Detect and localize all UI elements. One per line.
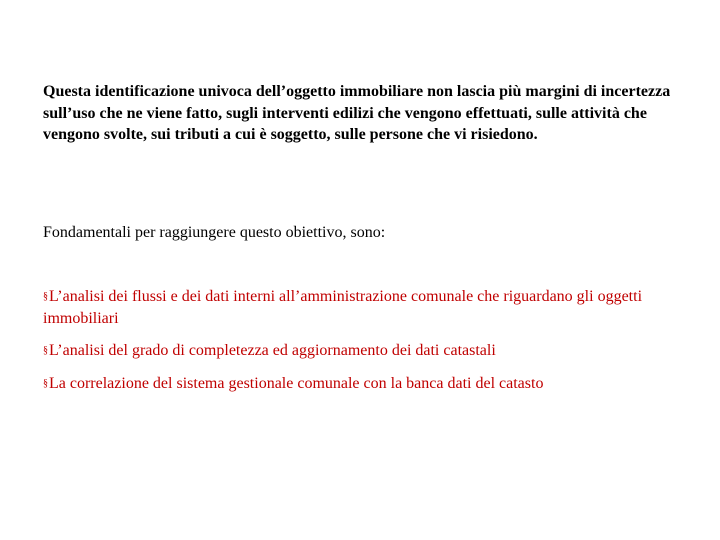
lead-sentence: Fondamentali per raggiungere questo obiettivo, sono:: [43, 224, 386, 241]
bullet-item-correlazione: [43, 373, 683, 395]
bullet-icon: §: [43, 377, 48, 389]
bullet-item-completezza: [43, 340, 683, 362]
bullet-text: L’analisi del grado di completezza ed aggiornamento dei dati catastali: [49, 342, 496, 359]
bullet-item-flussi: [43, 286, 683, 329]
bullet-text: La correlazione del sistema gestionale comunale con la banca dati del catasto: [49, 374, 544, 392]
bullet-text: L’analisi dei flussi e dei dati interni all’amministrazione comunale che riguardano gli oggetti immobiliari: [43, 288, 643, 327]
intro-paragraph: Questa identificazione univoca dell’oggetto immobiliare non lascia più margini di incertezza sull’uso che ne viene fatto, sugli interventi edilizi che vengono effettuati, sulle attività che vengono svolte, sui tributi a cui è soggetto, sulle persone che vi risiedono.: [43, 83, 671, 143]
bullet-icon: §: [43, 345, 48, 356]
bullet-icon: §: [43, 291, 48, 302]
bullet-list: [43, 286, 683, 405]
